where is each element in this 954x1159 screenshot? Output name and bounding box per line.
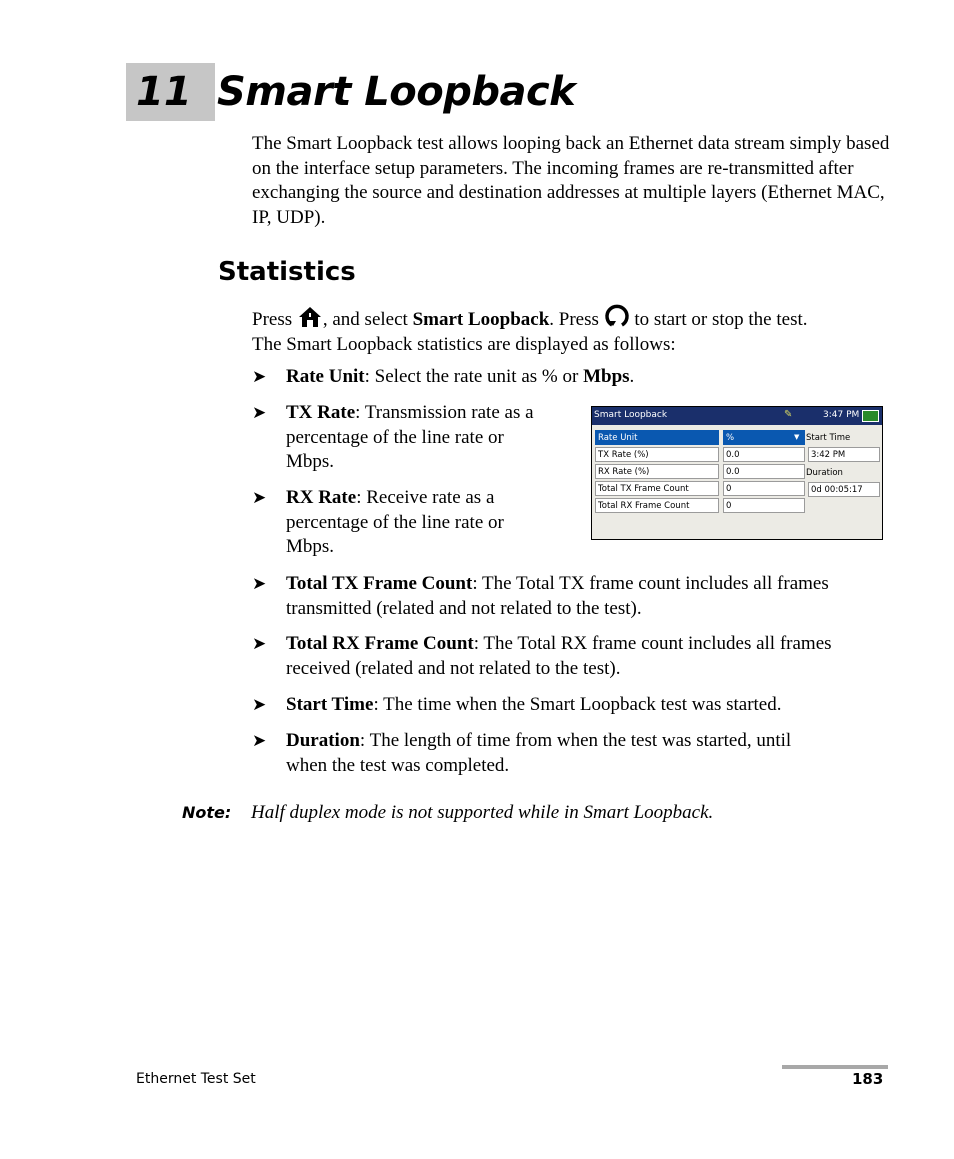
duration-label: Duration bbox=[806, 468, 843, 478]
device-title: Smart Loopback bbox=[594, 410, 668, 420]
duration-value: 0d 00:05:17 bbox=[808, 482, 880, 497]
rx-rate-value: 0.0 bbox=[723, 464, 805, 479]
device-screenshot bbox=[591, 406, 883, 540]
rate-unit-label: Rate Unit bbox=[595, 430, 719, 445]
page-number: 183 bbox=[852, 1070, 884, 1088]
intro-paragraph: The Smart Loopback test allows looping back an Ethernet data stream simply based on the interface setup parameters. The incoming frames are re-transmitted after exchanging the source and destination addresses at multiple layers (Ethernet MAC, IP, UDP). bbox=[252, 133, 890, 228]
tx-rate-value: 0.0 bbox=[723, 447, 805, 462]
section-heading: Statistics bbox=[218, 257, 356, 287]
bullet-arrow-icon: ➤ bbox=[252, 731, 267, 750]
start-stop-icon bbox=[604, 309, 630, 330]
bullet-arrow-icon: ➤ bbox=[252, 403, 267, 422]
bullet-arrow-icon: ➤ bbox=[252, 574, 267, 593]
device-title-bar bbox=[592, 407, 882, 425]
total-rx-frame-count-label: Total RX Frame Count bbox=[595, 498, 719, 513]
chapter-title: Smart Loopback bbox=[217, 69, 576, 115]
footer-document-title: Ethernet Test Set bbox=[136, 1071, 256, 1087]
battery-icon bbox=[862, 410, 879, 422]
start-time-label: Start Time bbox=[806, 433, 851, 443]
bullet-arrow-icon: ➤ bbox=[252, 488, 267, 507]
bullet-arrow-icon: ➤ bbox=[252, 695, 267, 714]
chapter-number: 11 bbox=[136, 69, 192, 115]
footer-rule bbox=[782, 1065, 888, 1069]
rx-rate-label: RX Rate (%) bbox=[595, 464, 719, 479]
total-tx-frame-count-label: Total TX Frame Count bbox=[595, 481, 719, 496]
total-rx-frame-count-value: 0 bbox=[723, 498, 805, 513]
start-time-value: 3:42 PM bbox=[808, 447, 880, 462]
total-tx-frame-count-value: 0 bbox=[723, 481, 805, 496]
pencil-icon: ✎ bbox=[784, 409, 793, 420]
device-body bbox=[592, 425, 882, 539]
press-instructions: Press , and select Smart Loopback. Press to start or stop the test. The Smart Loopback statistics are displayed as follows: bbox=[252, 303, 892, 357]
bullet-arrow-icon: ➤ bbox=[252, 367, 267, 386]
note-label: Note: bbox=[182, 803, 232, 822]
note-text: Half duplex mode is not supported while in Smart Loopback. bbox=[251, 802, 714, 823]
tx-rate-label: TX Rate (%) bbox=[595, 447, 719, 462]
dropdown-arrow-icon[interactable]: ▼ bbox=[794, 433, 800, 441]
home-icon bbox=[297, 309, 323, 330]
bullet-arrow-icon: ➤ bbox=[252, 634, 267, 653]
device-clock: 3:47 PM bbox=[823, 410, 860, 420]
rate-unit-select[interactable]: % bbox=[723, 430, 805, 445]
